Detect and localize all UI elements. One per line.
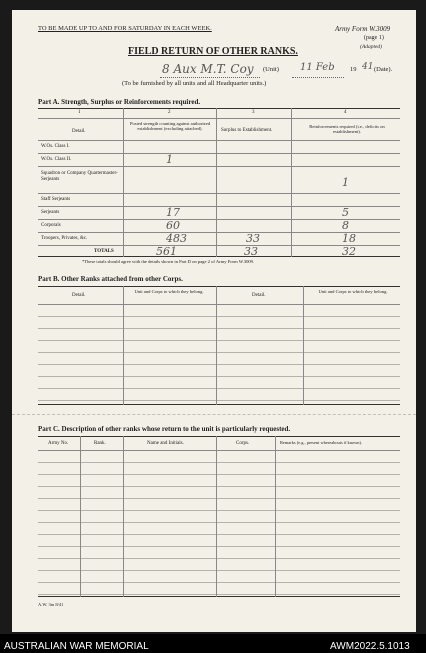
part-c-header-name: Name and Initials. [147, 441, 184, 446]
cell-posted: 17 [166, 206, 180, 219]
cell-surplus: 33 [246, 232, 260, 245]
detail-label: Squadron or Company Quartermaster-Serjeants [41, 171, 118, 183]
col-number-3: 3 [252, 110, 255, 115]
totals-posted: 561 [156, 245, 177, 258]
fold-line [12, 414, 416, 415]
col-number-4: 4 [344, 110, 347, 115]
footer-accession-number: AWM2022.5.1013 [330, 641, 410, 652]
unit-label: (Unit) [263, 66, 279, 73]
detail-label: W.Os. Class I. [41, 144, 70, 149]
part-c-heading: Part C. Description of other ranks whose return to the unit is particularly requested. [38, 425, 291, 433]
part-b-header-unit-2: Unit and Corps to which they belong. [318, 289, 388, 294]
col-number-2: 2 [168, 110, 171, 115]
part-c-header-army-no: Army No. [48, 441, 69, 446]
detail-label: Corporals [41, 223, 61, 228]
footer-institution: AUSTRALIAN WAR MEMORIAL [4, 641, 149, 652]
cell-reinf: 1 [342, 176, 349, 189]
part-c-header-rank: Rank. [94, 441, 106, 446]
part-a-table [38, 108, 400, 258]
col-number-1: 1 [78, 110, 81, 115]
header-surplus: Surplus to Establishment. [221, 128, 273, 133]
part-b-header-detail-1: Detail. [72, 293, 86, 298]
year-prefix: 19 [350, 66, 357, 73]
totals-surplus: 33 [244, 245, 258, 258]
form-sheet [12, 10, 416, 632]
detail-label: Serjeants [41, 210, 60, 215]
cell-posted: 60 [166, 219, 180, 232]
cell-reinf: 5 [342, 206, 349, 219]
furnish-note: (To be furnished by all units and all Headquarter units.) [122, 80, 267, 87]
cell-posted: 1 [166, 153, 173, 166]
form-title: FIELD RETURN OF OTHER RANKS. [128, 46, 298, 57]
part-b-table [38, 286, 400, 406]
detail-label: Staff Serjeants [41, 197, 71, 202]
header-detail: Detail. [72, 129, 86, 134]
form-code: A.W. 3m 8/41 [38, 602, 64, 607]
adapted-note: (Adapted) [360, 44, 382, 50]
year-handwritten: 41 [362, 62, 374, 72]
part-a-heading: Part A. Strength, Surplus or Reinforcements required. [38, 98, 201, 106]
totals-label: TOTALS [94, 249, 114, 254]
part-b-header-unit-1: Unit and Corps to which they belong. [134, 289, 204, 294]
totals-reinf: 32 [342, 245, 356, 258]
date-label: (Date). [374, 66, 393, 73]
unit-handwritten: 8 Aux M.T. Coy [162, 62, 254, 76]
top-note: TO BE MADE UP TO AND FOR SATURDAY IN EACH WEEK. [38, 25, 212, 32]
part-b-heading: Part B. Other Ranks attached from other Corps. [38, 275, 183, 283]
cell-posted: 483 [166, 232, 187, 245]
part-c-header-corps: Corps. [236, 441, 250, 446]
archive-footer [0, 634, 426, 653]
army-form-number: Army Form W.3009 [335, 25, 391, 33]
date-handwritten: 11 Feb [300, 62, 335, 73]
page-note: (page 1) [364, 35, 384, 41]
header-reinforcements: Reinforcements required (i.e., deficits on establishment). [309, 124, 385, 135]
cell-reinf: 8 [342, 219, 349, 232]
cell-reinf: 18 [342, 232, 356, 245]
part-b-header-detail-2: Detail. [252, 293, 266, 298]
part-c-table [38, 436, 400, 598]
part-c-header-remarks: Remarks (e.g., present whereabouts if known). [280, 440, 363, 445]
totals-note: *These totals should agree with the details shown in Part D on page 2 of Army Form W.3009. [82, 259, 255, 264]
detail-label: W.Os. Class II. [41, 157, 72, 162]
header-posted: Posted strength counting against authorized establishment (excluding attached). [129, 121, 211, 132]
detail-label: Troopers, Privates, &c. [41, 236, 88, 241]
